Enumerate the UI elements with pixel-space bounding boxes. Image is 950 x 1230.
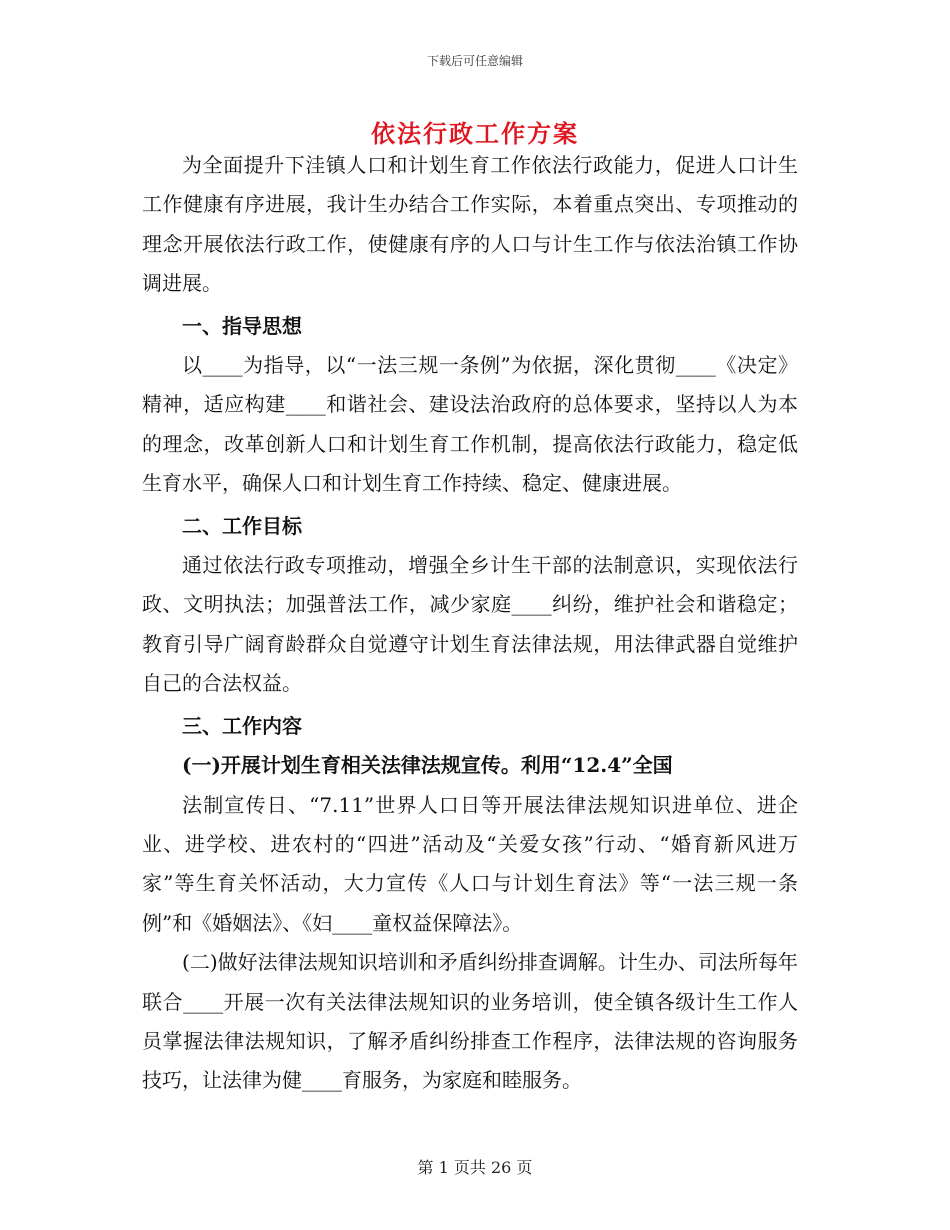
document-title: 依法行政工作方案: [371, 119, 579, 148]
section-heading-guiding-ideology: 一、指导思想: [182, 313, 302, 338]
section-paragraph-guiding-ideology: 以____为指导，以“一法三规一条例”为依据，深化贯彻____《决定》精神，适应构建____和谐社会、建设法治政府的总体要求，坚持以人为本的理念，改革创新人口和计划生育工作机制，提高依法行政能力，稳定低生育水平，确保人口和计划生育工作持续、稳定、健康进展。: [142, 353, 798, 496]
intro-paragraph: 为全面提升下洼镇人口和计划生育工作依法行政能力，促进人口计生工作健康有序进展，我计生办结合工作实际，本着重点突出、专项推动的理念开展依法行政工作，使健康有序的人口与计生工作与依法治镇工作协调进展。: [142, 153, 798, 296]
subsection-title-legal-publicity: (一)开展计划生育相关法律法规宣传。利用“12.4”全国: [182, 753, 673, 778]
page-number-footer: 第 1 页共 26 页: [417, 1158, 533, 1177]
section-paragraph-work-goals: 通过依法行政专项推动，增强全乡计生干部的法制意识，实现依法行政、文明执法；加强普法工作，减少家庭____纠纷，维护社会和谐稳定；教育引导广阔育龄群众自觉遵守计划生育法律法规，用法律武器自觉维护自己的合法权益。: [142, 553, 798, 696]
document-body: [142, 146, 798, 1101]
page-header: 下载后可任意编辑: [426, 54, 523, 68]
section-heading-work-content: 三、工作内容: [182, 713, 302, 738]
subsection-paragraph-training-mediation: (二)做好法律法规知识培训和矛盾纠纷排查调解。计生办、司法所每年联合____开展一次有关法律法规知识的业务培训，使全镇各级计生工作人员掌握法律法规知识，了解矛盾纠纷排查工作程序，法律法规的咨询服务技巧，让法律为健____育服务，为家庭和睦服务。: [142, 950, 798, 1093]
section-heading-work-goals: 二、工作目标: [182, 513, 302, 538]
subsection-paragraph-legal-publicity: 法制宣传日、“7.11”世界人口日等开展法律法规知识进单位、进企业、进学校、进农村的“四进”活动及“关爱女孩”行动、“婚育新风进万家”等生育关怀活动，大力宣传《人口与计划生育法》等“一法三规一条例”和《婚姻法》、《妇____童权益保障法》。: [142, 792, 798, 935]
